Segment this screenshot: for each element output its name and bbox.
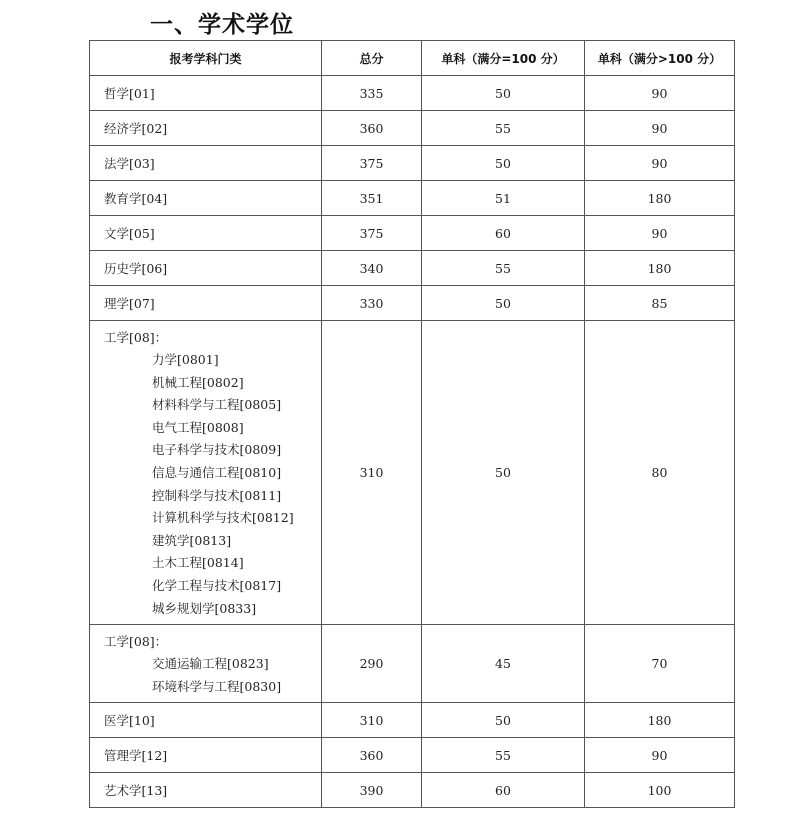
single-over100-cell: 180 xyxy=(585,181,735,216)
table-row xyxy=(90,286,735,321)
subject-group-cell xyxy=(90,321,322,625)
sub-subject: 环境科学与工程[0830] xyxy=(152,678,282,694)
header-single-100: 单科（满分=100 分） xyxy=(422,41,585,76)
total-cell: 390 xyxy=(322,773,422,808)
table-row xyxy=(90,181,735,216)
table-row xyxy=(90,111,735,146)
total-cell: 310 xyxy=(322,321,422,625)
sub-subject: 交通运输工程[0823] xyxy=(152,656,269,672)
single-100-cell: 50 xyxy=(422,286,585,321)
single-100-cell: 51 xyxy=(422,181,585,216)
single-100-cell: 50 xyxy=(422,703,585,738)
table-row xyxy=(90,738,735,773)
header-subject: 报考学科门类 xyxy=(90,41,322,76)
single-over100-cell: 85 xyxy=(585,286,735,321)
subject-cell: 文学[05] xyxy=(90,216,322,251)
sub-subject: 机械工程[0802] xyxy=(152,374,244,390)
single-100-cell: 50 xyxy=(422,76,585,111)
single-100-cell: 45 xyxy=(422,625,585,703)
table-row xyxy=(90,216,735,251)
single-100-cell: 50 xyxy=(422,146,585,181)
subject-cell: 经济学[02] xyxy=(90,111,322,146)
single-over100-cell: 90 xyxy=(585,216,735,251)
total-cell: 375 xyxy=(322,216,422,251)
table-row xyxy=(90,703,735,738)
single-100-cell: 60 xyxy=(422,773,585,808)
total-cell: 310 xyxy=(322,703,422,738)
single-100-cell: 55 xyxy=(422,111,585,146)
score-table xyxy=(89,40,735,808)
single-over100-cell: 100 xyxy=(585,773,735,808)
subject-cell: 艺术学[13] xyxy=(90,773,322,808)
total-cell: 360 xyxy=(322,738,422,773)
single-over100-cell: 90 xyxy=(585,738,735,773)
sub-subject: 计算机科学与技术[0812] xyxy=(152,510,294,526)
single-100-cell: 55 xyxy=(422,738,585,773)
sub-subject: 控制科学与技术[0811] xyxy=(152,487,282,503)
subject-cell: 医学[10] xyxy=(90,703,322,738)
single-over100-cell: 80 xyxy=(585,321,735,625)
table-row xyxy=(90,251,735,286)
table-row-engineering-a xyxy=(90,321,735,625)
sub-subject: 信息与通信工程[0810] xyxy=(152,464,282,480)
subject-cell: 法学[03] xyxy=(90,146,322,181)
group-heading: 工学[08]： xyxy=(104,330,168,345)
single-100-cell: 55 xyxy=(422,251,585,286)
subject-cell: 历史学[06] xyxy=(90,251,322,286)
single-over100-cell: 70 xyxy=(585,625,735,703)
page-title: 一、学术学位 xyxy=(150,12,294,38)
subject-group-cell xyxy=(90,625,322,703)
table-row xyxy=(90,146,735,181)
subject-cell: 管理学[12] xyxy=(90,738,322,773)
sub-subject: 力学[0801] xyxy=(152,352,219,367)
sub-subject: 土木工程[0814] xyxy=(152,555,244,571)
single-100-cell: 60 xyxy=(422,216,585,251)
total-cell: 330 xyxy=(322,286,422,321)
single-100-cell: 50 xyxy=(422,321,585,625)
single-over100-cell: 90 xyxy=(585,111,735,146)
total-cell: 351 xyxy=(322,181,422,216)
total-cell: 290 xyxy=(322,625,422,703)
subject-cell: 理学[07] xyxy=(90,286,322,321)
total-cell: 335 xyxy=(322,76,422,111)
table-row xyxy=(90,76,735,111)
sub-subject: 化学工程与技术[0817] xyxy=(152,577,282,593)
sub-subject: 材料科学与工程[0805] xyxy=(152,397,282,413)
table-row-engineering-b xyxy=(90,625,735,703)
group-heading: 工学[08]： xyxy=(104,634,168,650)
sub-subject: 城乡规划学[0833] xyxy=(152,600,257,616)
total-cell: 375 xyxy=(322,146,422,181)
subject-cell: 教育学[04] xyxy=(90,181,322,216)
single-over100-cell: 180 xyxy=(585,251,735,286)
single-over100-cell: 90 xyxy=(585,146,735,181)
sub-subject: 建筑学[0813] xyxy=(152,532,232,548)
sub-subject: 电子科学与技术[0809] xyxy=(152,442,282,458)
table-row xyxy=(90,773,735,808)
table-header-row xyxy=(90,41,735,76)
header-total: 总分 xyxy=(322,41,422,76)
total-cell: 360 xyxy=(322,111,422,146)
single-over100-cell: 180 xyxy=(585,703,735,738)
subject-cell: 哲学[01] xyxy=(90,76,322,111)
total-cell: 340 xyxy=(322,251,422,286)
sub-subject: 电气工程[0808] xyxy=(152,419,244,435)
single-over100-cell: 90 xyxy=(585,76,735,111)
header-single-over100: 单科（满分>100 分） xyxy=(585,41,735,76)
